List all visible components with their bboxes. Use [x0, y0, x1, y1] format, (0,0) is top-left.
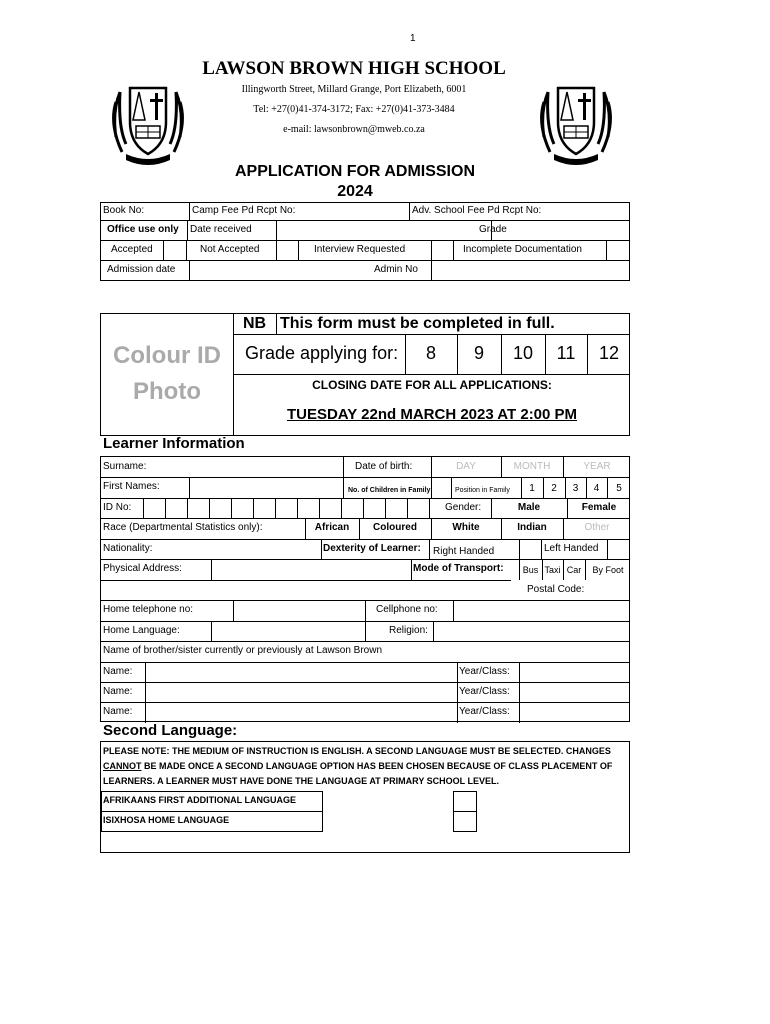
sibling-name-label: Name: [103, 706, 133, 717]
photo-notice-box [100, 313, 630, 436]
adv-fee-label: Adv. School Fee Pd Rcpt No: [412, 205, 542, 216]
afrikaans-option-label: AFRIKAANS FIRST ADDITIONAL LANGUAGE [103, 795, 296, 805]
cannot-emphasis: CANNOT [103, 761, 142, 771]
complete-notice: This form must be completed in full. [280, 315, 555, 332]
afrikaans-checkbox[interactable] [453, 791, 477, 812]
position-4[interactable]: 4 [593, 483, 600, 494]
school-phone: Tel: +27(0)41-374-3172; Fax: +27(0)41-373-3484 [253, 104, 455, 115]
language-note-line3: LEARNERS. A LEARNER MUST HAVE DONE THE LANGUAGE AT PRIMARY SCHOOL LEVEL. [103, 776, 500, 786]
sibling-class-label: Year/Class: [459, 686, 510, 697]
race-other[interactable]: Other [584, 522, 610, 533]
children-in-family-label: No. of Children in Family [348, 487, 431, 494]
transport-bus[interactable]: Bus [522, 565, 539, 575]
address-label: Physical Address: [103, 563, 182, 574]
language-note-line2-rest: BE MADE ONCE A SECOND LANGUAGE OPTION HAS BEEN CHOSEN BECAUSE OF CLASS PLACEMENT OF [141, 761, 613, 771]
surname-label: Surname: [103, 461, 147, 472]
school-email: e-mail: lawsonbrown@mweb.co.za [283, 124, 425, 135]
photo-label-line1: Colour ID [113, 342, 221, 369]
nb-label: NB [243, 315, 267, 332]
gender-female[interactable]: Female [581, 502, 617, 513]
sibling-name-label: Name: [103, 666, 133, 677]
postal-code-label: Postal Code: [527, 584, 585, 595]
surname-input[interactable] [189, 457, 343, 477]
admin-no-label: Admin No [374, 264, 418, 275]
date-received-label: Date received [190, 224, 252, 235]
office-use-table [100, 202, 630, 281]
grade-option-8[interactable]: 8 [425, 343, 436, 363]
grade-option-9[interactable]: 9 [473, 343, 484, 363]
camp-fee-label: Camp Fee Pd Rcpt No: [192, 205, 296, 216]
dob-label: Date of birth: [355, 461, 413, 472]
grade-option-11[interactable]: 11 [556, 343, 576, 363]
dob-day[interactable]: DAY [456, 461, 476, 472]
isixhosa-option-label: ISIXHOSA HOME LANGUAGE [103, 815, 230, 825]
form-title: APPLICATION FOR ADMISSION [235, 163, 475, 180]
isixhosa-checkbox[interactable] [453, 811, 477, 832]
sibling-class-label: Year/Class: [459, 706, 510, 717]
incomplete-label: Incomplete Documentation [463, 244, 582, 255]
closing-label: CLOSING DATE FOR ALL APPLICATIONS: [312, 378, 552, 392]
language-note-line1: PLEASE NOTE: THE MEDIUM OF INSTRUCTION IS ENGLISH. A SECOND LANGUAGE MUST BE SELECTED. CHANGES [103, 746, 611, 756]
position-1[interactable]: 1 [529, 483, 535, 494]
interview-label: Interview Requested [314, 244, 406, 255]
transport-car[interactable]: Car [566, 565, 582, 575]
race-white[interactable]: White [452, 522, 480, 533]
learner-info-table [100, 456, 630, 722]
book-no-label: Book No: [103, 205, 145, 216]
transport-label: Mode of Transport: [413, 563, 504, 574]
sibling-label: Name of brother/sister currently or previously at Lawson Brown [103, 645, 383, 656]
position-2[interactable]: 2 [551, 483, 557, 494]
dexterity-label: Dexterity of Learner: [323, 543, 421, 554]
id-no-label: ID No: [103, 502, 132, 513]
race-indian[interactable]: Indian [517, 522, 547, 533]
grade-applying-label: Grade applying for: [245, 343, 399, 363]
home-tel-label: Home telephone no: [103, 604, 194, 615]
admission-date-label: Admission date [107, 264, 176, 275]
not-accepted-label: Not Accepted [200, 244, 260, 255]
school-address: Illingworth Street, Millard Grange, Port Elizabeth, 6001 [241, 84, 467, 95]
position-in-family-label: Position in Family [455, 487, 510, 494]
dob-month[interactable]: MONTH [513, 461, 551, 472]
office-use-label: Office use only [107, 224, 179, 235]
sibling-name-label: Name: [103, 686, 133, 697]
form-year: 2024 [337, 183, 373, 200]
page-number: 1 [410, 33, 416, 44]
race-coloured[interactable]: Coloured [373, 522, 417, 533]
gender-male[interactable]: Male [517, 502, 541, 513]
second-language-box [100, 741, 630, 853]
first-names-label: First Names: [103, 481, 160, 492]
grade-label: Grade [479, 224, 507, 235]
second-language-heading: Second Language: [103, 722, 238, 739]
transport-taxi[interactable]: Taxi [544, 565, 561, 575]
left-handed-option[interactable]: Left Handed [544, 543, 599, 554]
photo-label-line2: Photo [133, 378, 201, 405]
language-note-line2 [103, 761, 612, 771]
right-handed-option[interactable]: Right Handed [433, 546, 495, 557]
accepted-label: Accepted [111, 244, 153, 255]
closing-date: TUESDAY 22nd MARCH 2023 AT 2:00 PM [286, 406, 578, 423]
dob-year[interactable]: YEAR [583, 461, 611, 472]
race-label: Race (Departmental Statistics only): [103, 522, 263, 533]
transport-foot[interactable]: By Foot [592, 565, 624, 575]
sibling-class-label: Year/Class: [459, 666, 510, 677]
learner-heading: Learner Information [103, 435, 245, 452]
religion-label: Religion: [389, 625, 428, 636]
grade-option-10[interactable]: 10 [512, 343, 534, 363]
position-5[interactable]: 5 [616, 483, 622, 494]
gender-label: Gender: [445, 502, 482, 513]
cellphone-label: Cellphone no: [376, 604, 438, 615]
race-african[interactable]: African [314, 522, 350, 533]
position-3[interactable]: 3 [572, 483, 579, 494]
grade-option-12[interactable]: 12 [598, 343, 620, 363]
nationality-label: Nationality: [103, 543, 153, 554]
home-language-label: Home Language: [103, 625, 180, 636]
school-name: LAWSON BROWN HIGH SCHOOL [202, 58, 506, 79]
